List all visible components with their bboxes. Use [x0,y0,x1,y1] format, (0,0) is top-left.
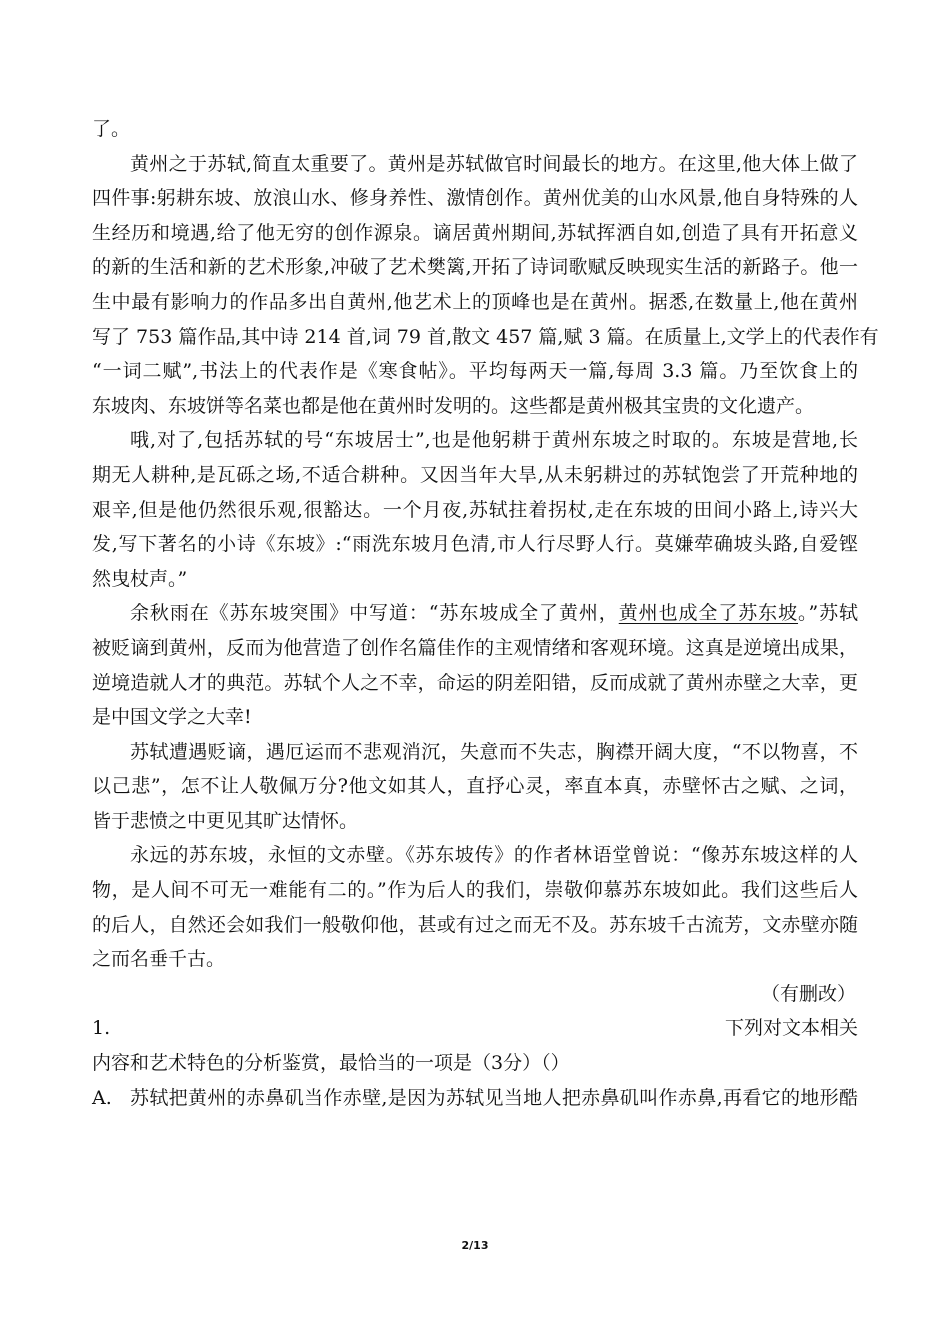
paragraph-line [92,596,858,631]
source-note: （有删改） [760,982,856,1005]
question-1 [92,1011,858,1115]
paragraph-line: 期无人耕种,是瓦砾之场,不适合耕种。又因当年大旱,从未躬耕过的苏轼饱尝了开荒种地的 [92,463,858,486]
question-stem-line [92,1011,858,1046]
question-number: 1. [92,1017,111,1040]
option-label: A. [92,1086,112,1109]
paragraph-dongpo-jushi [92,423,858,596]
paragraph-line: 物，是人间不可无一难能有二的。”作为后人的我们，崇敬仰慕苏东坡如此。我们这些后人 [92,879,858,902]
paragraph-line: “一词二赋”,书法上的代表作是《寒食帖》。平均每两天一篇,每周 3.3 篇。乃至饮食上的 [92,360,858,383]
paragraph-line: 哦,对了,包括苏轼的号“东坡居士”,也是他躬耕于黄州东坡之时取的。东坡是营地,长 [130,429,858,452]
paragraph-line: 生经历和境遇,给了他无穷的创作源泉。谪居黄州期间,苏轼挥洒自如,创造了具有开拓意义 [92,221,858,244]
underlined-phrase: 黄州也成全了苏东坡 [618,602,799,625]
paragraph-line: 艰辛,但是他仍然很乐观,很豁达。一个月夜,苏轼拄着拐杖,走在东坡的田间小路上,诗兴大 [92,498,858,521]
paragraph-line: 永远的苏东坡，永恒的文赤壁。《苏东坡传》的作者林语堂曾说：“像苏东坡这样的人 [130,844,858,867]
article-body [92,112,879,1115]
paragraph-eternal-dongpo [92,838,858,976]
paragraph-line: 逆境造就人才的典范。苏轼个人之不幸，命运的阴差阳错，反而成就了黄州赤壁之大幸，更 [92,671,858,694]
paragraph-line: 生中最有影响力的作品多出自黄州,他艺术上的顶峰也是在黄州。据悉,在数量上,他在黄州 [92,290,858,313]
paragraph-line: 四件事:躬耕东坡、放浪山水、修身养性、激情创作。黄州优美的山水风景,他自身特殊的人 [92,187,858,210]
page-number: 2/13 [461,1239,489,1252]
paragraph-line: 以己悲”，怎不让人敬佩万分?他文如其人，直抒心灵，率直本真，赤壁怀古之赋、之词， [92,775,858,798]
paragraph-adversity [92,735,858,839]
paragraph-huangzhou-importance [92,147,879,424]
option-a [92,1081,858,1116]
question-stem-line-2: 内容和艺术特色的分析鉴赏，最恰当的一项是（3分）（） [92,1052,570,1075]
paragraph-line: 皆于悲愤之中更见其旷达情怀。 [92,809,359,832]
paragraph-line: 了。 [92,118,131,140]
paragraph-line: 被贬谪到黄州，反而为他营造了创作名篇佳作的主观情绪和客观环境。这真是逆境出成果， [92,636,858,659]
paragraph-yu-qiuyu-quote [92,596,858,734]
question-stem-right: 下列对文本相关 [724,1017,858,1040]
paragraph-line: 是中国文学之大幸! [92,706,252,729]
paragraph-line: 之而名垂千古。 [92,948,226,971]
option-text: 苏轼把黄州的赤鼻矶当作赤壁,是因为苏轼见当地人把赤鼻矶叫作赤鼻,再看它的地形酷 [130,1086,858,1109]
paragraph-line: 的新的生活和新的艺术形象,冲破了艺术樊篱,开拓了诗词歌赋反映现实生活的新路子。他一 [92,256,858,279]
paragraph-line: 发,写下著名的小诗《东坡》:“雨洗东坡月色清,市人行尽野人行。莫嫌荦确坡头路,自爱铿 [92,533,858,556]
paragraph-line: 然曳杖声。” [92,567,188,590]
paragraph-line: 写了 753 篇作品,其中诗 214 首,词 79 首,散文 457 篇,赋 3 篇。在质量上,文学上的代表作有 [92,325,879,348]
paragraph-line: 黄州之于苏轼,简直太重要了。黄州是苏轼做官时间最长的地方。在这里,他大体上做了 [130,152,858,175]
quote-text-end: 。”苏轼 [798,602,859,625]
paragraph-line: 东坡肉、东坡饼等名菜也都是他在黄州时发明的。这些都是黄州极其宝贵的文化遗产。 [92,394,815,417]
paragraph-line: 的后人，自然还会如我们一般敬仰他，甚或有过之而无不及。苏东坡千古流芳，文赤壁亦随 [92,913,858,936]
quote-text: 余秋雨在《苏东坡突围》中写道：“苏东坡成全了黄州， [130,602,619,625]
paragraph-line: 苏轼遭遇贬谪，遇厄运而不悲观消沉，失意而不失志，胸襟开阔大度，“不以物喜，不 [130,740,858,763]
